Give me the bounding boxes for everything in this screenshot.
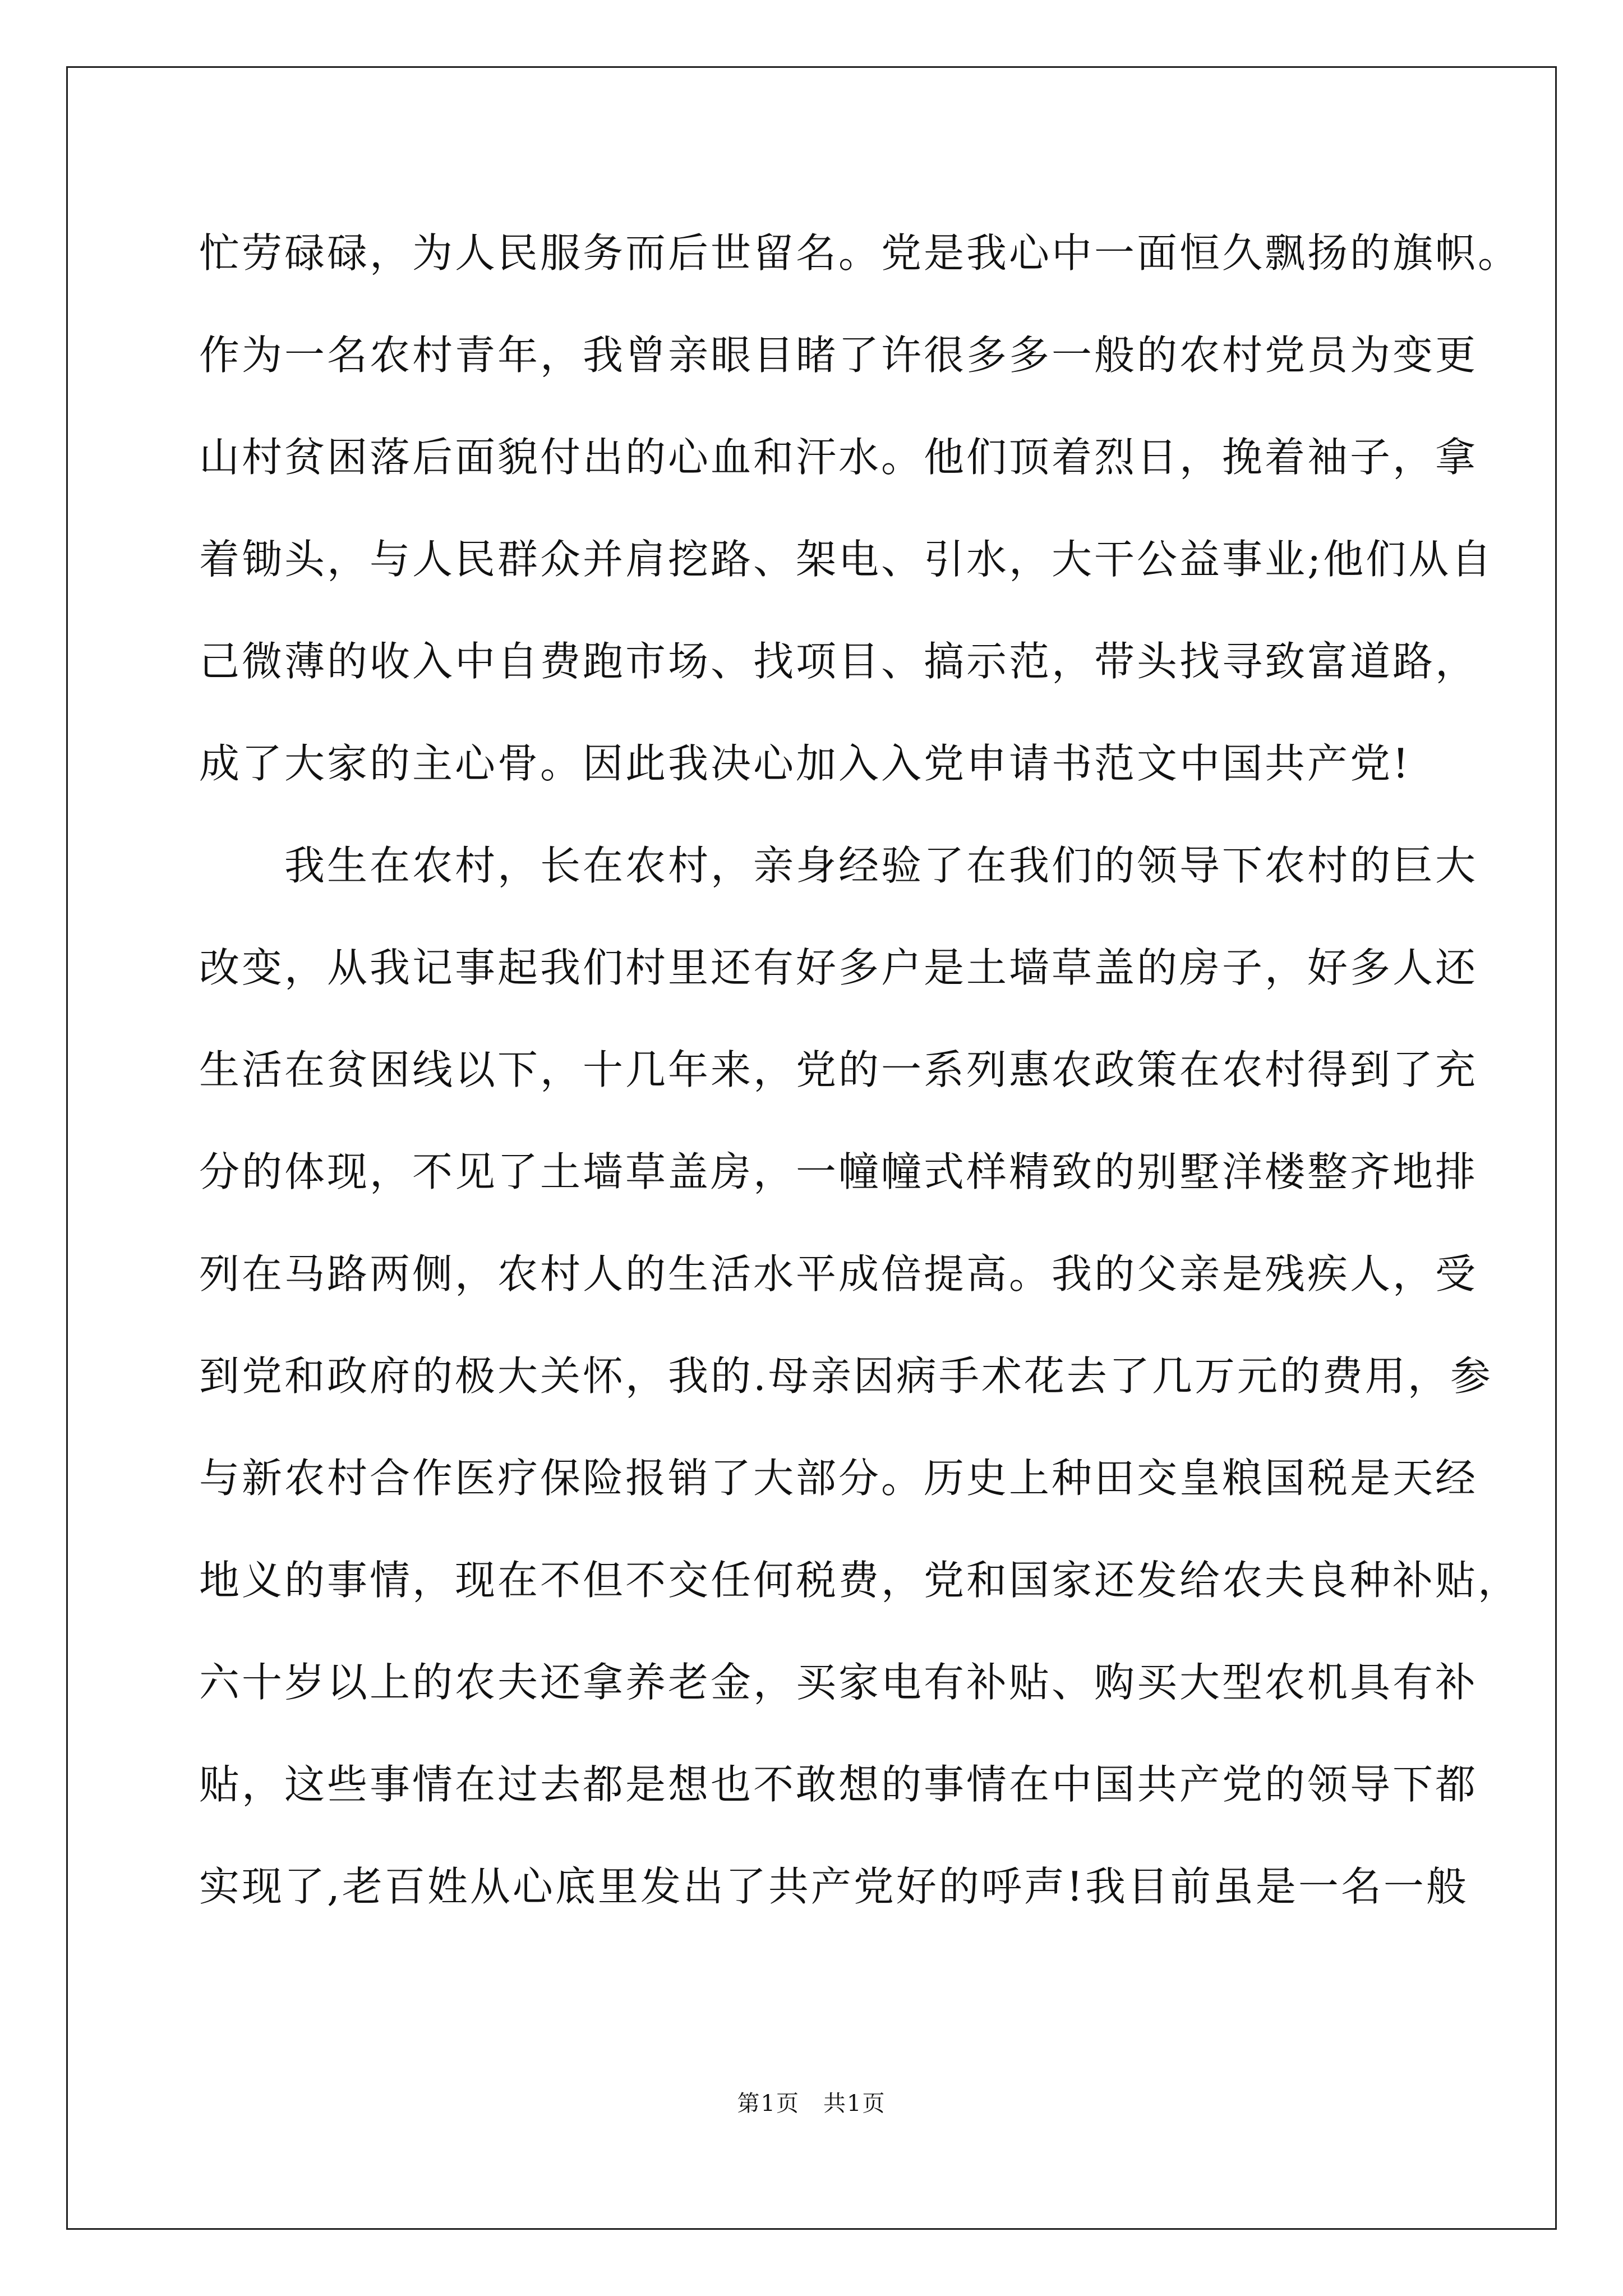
text-line: 分的体现，不见了土墙草盖房，一幢幢式样精致的别墅洋楼整齐地排 xyxy=(199,1148,1478,1195)
text-line: 改变，从我记事起我们村里还有好多户是土墙草盖的房子，好多人还 xyxy=(199,944,1478,991)
text-line: 作为一名农村青年，我曾亲眼目睹了许很多多一般的农村党员为变更 xyxy=(199,332,1478,379)
text-line: 六十岁以上的农夫还拿养老金，买家电有补贴、购买大型农机具有补 xyxy=(199,1659,1478,1706)
text-line: 到党和政府的极大关怀，我的.母亲因病手术花去了几万元的费用，参 xyxy=(199,1352,1493,1400)
text-line: 生活在贫困线以下，十几年来，党的一系列惠农政策在农村得到了充 xyxy=(199,1046,1478,1093)
text-line: 成了大家的主心骨。因此我决心加入入党申请书范文中国共产党! xyxy=(199,740,1411,787)
text-line: 着锄头，与人民群众并肩挖路、架电、引水，大干公益事业;他们从自 xyxy=(199,536,1494,583)
text-line: 山村贫困落后面貌付出的心血和汗水。他们顶着烈日，挽着袖子，拿 xyxy=(199,434,1478,481)
text-line: 贴，这些事情在过去都是想也不敢想的事情在中国共产党的领导下都 xyxy=(199,1761,1478,1808)
text-line: 忙劳碌碌，为人民服务而后世留名。党是我心中一面恒久飘扬的旗帜。 xyxy=(199,229,1521,277)
text-line: 实现了,老百姓从心底里发出了共产党好的呼声!我目前虽是一名一般 xyxy=(199,1863,1469,1910)
text-line: 己微薄的收入中自费跑市场、找项目、搞示范，带头找寻致富道路， xyxy=(199,638,1478,685)
text-line: 列在马路两侧，农村人的生活水平成倍提高。我的父亲是残疾人，受 xyxy=(199,1250,1478,1297)
paragraph-first-line: 我生在农村，长在农村，亲身经验了在我们的领导下农村的巨大 xyxy=(199,842,1478,889)
text-line: 地义的事情，现在不但不交任何税费，党和国家还发给农夫良种补贴， xyxy=(199,1557,1521,1604)
page-number-footer: 第1页 共1页 xyxy=(737,2091,886,2116)
text-line: 与新农村合作医疗保险报销了大部分。历史上种田交皇粮国税是天经 xyxy=(199,1455,1478,1502)
document-body xyxy=(199,202,1521,1938)
